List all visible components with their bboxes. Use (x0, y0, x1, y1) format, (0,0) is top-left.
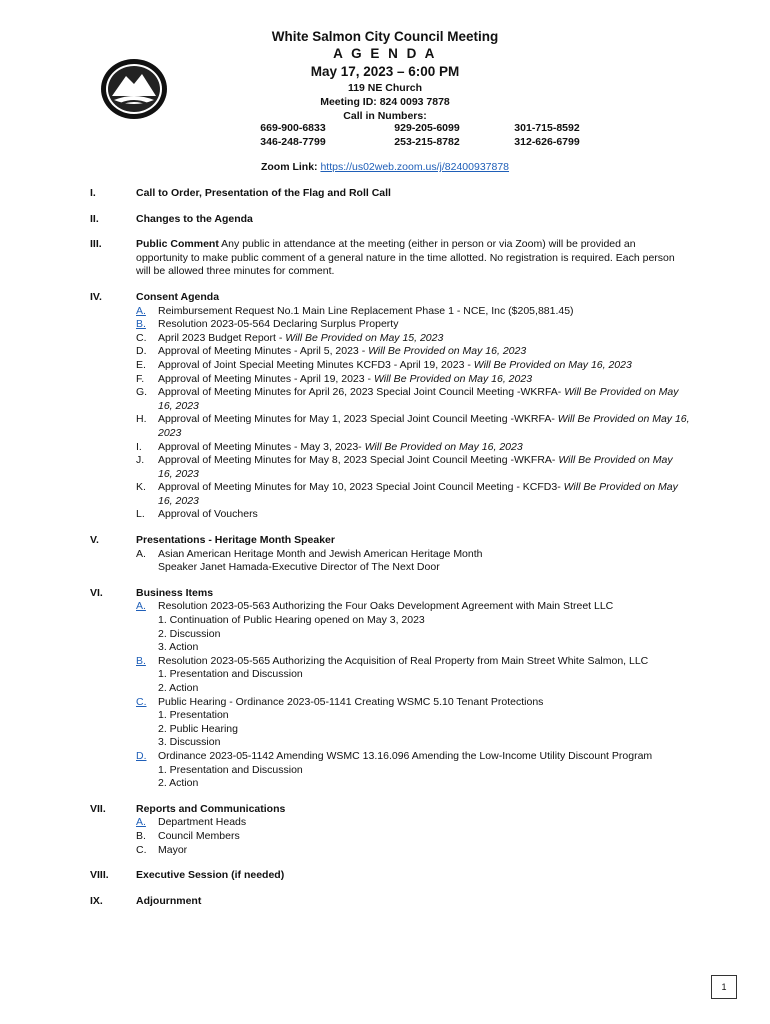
item-text: Approval of Meeting Minutes - April 5, 2023 - (158, 345, 369, 358)
section-number: VIII. (90, 869, 109, 882)
meeting-date: May 17, 2023 – 6:00 PM (310, 64, 460, 79)
agenda-item (136, 441, 690, 455)
phone-number: 669-900-6833 (260, 122, 326, 134)
section-heading (136, 213, 690, 227)
call-in-numbers (0, 122, 770, 150)
sub-item: 1. Presentation and Discussion (158, 668, 303, 681)
phone-number: 346-248-7799 (260, 136, 326, 148)
agenda-item (136, 373, 690, 387)
section-title: Adjournment (136, 894, 202, 907)
item-note: Will Be Provided on May 16, 2023 (368, 345, 527, 358)
phone-number: 312-626-6799 (514, 136, 580, 148)
item-note: Will Be Provided on May 15, 2023 (285, 331, 444, 344)
item-letter: D. (136, 345, 147, 358)
item-text: Approval of Meeting Minutes for May 10, 2023 Special Joint Council Meeting - KCFD3- (158, 481, 564, 494)
agenda-item (136, 816, 690, 830)
item-text: Approval of Meeting Minutes - May 3, 2023- (158, 440, 365, 453)
section-body (136, 213, 690, 227)
item-note: Will Be Provided on May 16, 2023 (158, 481, 678, 507)
phone-number: 253-215-8782 (394, 136, 460, 148)
section-number: III. (90, 238, 102, 251)
agenda-item (136, 600, 690, 654)
item-letter: C. (136, 843, 147, 856)
phone-row (0, 122, 770, 136)
agenda-item (136, 750, 690, 791)
item-link-letter[interactable]: C. (136, 695, 147, 708)
item-text: Approval of Joint Special Meeting Minutes KCFD3 - April 19, 2023 - (158, 358, 474, 371)
item-text: Resolution 2023-05-564 Declaring Surplus Property (158, 318, 399, 331)
item-note: Will Be Provided on May 16, 2023 (364, 440, 523, 453)
section-title: Public Comment (136, 238, 219, 251)
item-letter: I. (136, 440, 142, 453)
section-body (136, 534, 690, 575)
item-letter: G. (136, 386, 148, 399)
agenda-item (136, 413, 690, 440)
item-text: Public Hearing - Ordinance 2023-05-1141 Creating WSMC 5.10 Tenant Protections (158, 695, 544, 708)
agenda-item (136, 508, 690, 522)
item-note: Will Be Provided on May 16, 2023 (158, 454, 673, 480)
zoom-label: Zoom Link: (260, 161, 318, 173)
agenda-item (136, 305, 690, 319)
item-letter: C. (136, 331, 147, 344)
sub-item: 2. Public Hearing (158, 722, 238, 735)
item-list (136, 816, 690, 857)
item-text: Mayor (158, 843, 188, 856)
item-list (136, 548, 690, 575)
section-body (136, 869, 690, 883)
item-text: Approval of Meeting Minutes for April 26, 2023 Special Joint Council Meeting -WKRFA- (158, 386, 565, 399)
section-heading (136, 803, 690, 817)
sub-item: 3. Discussion (158, 736, 221, 749)
section-heading (136, 187, 690, 201)
item-list (136, 305, 690, 523)
agenda-section (90, 291, 690, 522)
agenda-section (90, 895, 690, 909)
agenda-item (136, 345, 690, 359)
item-letter: A. (136, 547, 146, 560)
sub-item: 1. Presentation and Discussion (158, 763, 303, 776)
section-heading (136, 869, 690, 883)
item-text: Approval of Meeting Minutes - April 19, 2023 - (158, 372, 374, 385)
agenda-item (136, 454, 690, 481)
section-body (136, 187, 690, 201)
agenda-item (136, 386, 690, 413)
item-note: Will Be Provided on May 16, 2023 (158, 386, 679, 412)
item-list (136, 600, 690, 790)
agenda-item (136, 359, 690, 373)
item-text: Council Members (158, 829, 240, 842)
section-number: V. (90, 534, 99, 547)
agenda-item (136, 655, 690, 696)
item-text: Resolution 2023-05-563 Authorizing the Four Oaks Development Agreement with Main Street LLC (158, 600, 614, 613)
section-heading (136, 534, 690, 548)
section-title: Executive Session (if needed) (136, 869, 285, 882)
section-body (136, 291, 690, 522)
section-body (136, 587, 690, 791)
call-in-label: Call in Numbers: (343, 110, 427, 122)
agenda-section (90, 187, 690, 201)
section-text: Any public in attendance at the meeting (either in person or via Zoom) will be provided an opportunity to make public comment of a general nature in the time allotted. No registration is required. Each person will be allowed three minutes for comment. (136, 238, 675, 278)
item-letter: K. (136, 481, 146, 494)
sub-item: 1. Presentation (158, 709, 229, 722)
agenda-section (90, 587, 690, 791)
phone-row (0, 136, 770, 150)
agenda-item (136, 548, 690, 575)
item-text: Approval of Meeting Minutes for May 8, 2023 Special Joint Council Meeting -WKFRA- (158, 454, 559, 467)
item-note: Will Be Provided on May 16, 2023 (158, 413, 690, 439)
item-letter: H. (136, 413, 147, 426)
item-letter: L. (136, 508, 145, 521)
section-heading (136, 291, 690, 305)
section-number: II. (90, 212, 99, 225)
item-text: Approval of Vouchers (158, 508, 258, 521)
item-link-letter[interactable]: A. (136, 816, 146, 829)
section-heading (136, 587, 690, 601)
agenda-section (90, 213, 690, 227)
phone-number: 301-715-8592 (514, 122, 580, 134)
agenda-subtitle: A G E N D A (333, 46, 437, 61)
agenda-section (90, 803, 690, 857)
item-note: Will Be Provided on May 16, 2023 (473, 358, 632, 371)
agenda-item (136, 830, 690, 844)
item-link-letter[interactable]: A. (136, 600, 146, 613)
item-text: Department Heads (158, 816, 247, 829)
agenda-item (136, 696, 690, 750)
section-number: IX. (90, 894, 103, 907)
section-title: Reports and Communications (136, 802, 286, 815)
agenda-header (0, 28, 770, 123)
sub-item: 1. Continuation of Public Hearing opened on May 3, 2023 (158, 614, 425, 627)
section-title: Call to Order, Presentation of the Flag and Roll Call (136, 187, 391, 199)
agenda-item (136, 844, 690, 858)
item-letter: E. (136, 358, 146, 371)
meeting-title: White Salmon City Council Meeting (271, 29, 499, 44)
agenda-section (90, 534, 690, 575)
agenda-item (136, 318, 690, 332)
item-letter: F. (136, 372, 145, 385)
section-number: VII. (90, 802, 106, 815)
item-link-letter[interactable]: B. (136, 654, 146, 667)
section-number: I. (90, 187, 96, 199)
section-body (136, 238, 690, 279)
section-title: Business Items (136, 586, 214, 599)
agenda-item (136, 481, 690, 508)
agenda-section (90, 869, 690, 883)
item-letter: J. (136, 454, 145, 467)
item-link-letter[interactable]: B. (136, 318, 146, 331)
section-title: Changes to the Agenda (136, 212, 253, 225)
section-number: IV. (90, 290, 102, 303)
item-link-letter[interactable]: A. (136, 304, 146, 317)
phone-number: 929-205-6099 (394, 122, 460, 134)
sub-item: 3. Action (158, 641, 199, 654)
sub-item: 2. Action (158, 777, 199, 790)
item-text: April 2023 Budget Report - (158, 331, 286, 344)
section-number: VI. (90, 586, 103, 599)
agenda-section (90, 238, 690, 279)
sub-item: 2. Action (158, 682, 199, 694)
item-text: Resolution 2023-05-565 Authorizing the Acquisition of Real Property from Main Street White Salmon, LLC (158, 654, 649, 667)
meeting-id: Meeting ID: 824 0093 7878 (320, 96, 450, 108)
item-text: Ordinance 2023-05-1142 Amending WSMC 13.16.096 Amending the Low-Income Utility Discount Program (158, 749, 653, 762)
item-link-letter[interactable]: D. (136, 749, 147, 762)
section-body (136, 895, 690, 909)
section-title: Presentations - Heritage Month Speaker (136, 534, 335, 547)
item-text: Approval of Meeting Minutes for May 1, 2023 Special Joint Council Meeting -WKRFA- (158, 413, 558, 426)
item-text: Asian American Heritage Month and Jewish American Heritage Month (158, 547, 483, 560)
section-heading (136, 238, 690, 279)
section-heading (136, 895, 690, 909)
item-letter: B. (136, 829, 146, 842)
item-note: Will Be Provided on May 16, 2023 (373, 372, 533, 385)
section-title: Consent Agenda (136, 290, 220, 303)
zoom-link[interactable]: https://us02web.zoom.us/j/82400937878 (320, 161, 510, 173)
agenda-list (90, 187, 690, 920)
item-text: Reimbursement Request No.1 Main Line Replacement Phase 1 - NCE, Inc ($205,881.45) (158, 304, 574, 317)
zoom-line (0, 161, 770, 173)
section-body (136, 803, 690, 857)
sub-item: Speaker Janet Hamada-Executive Director of The Next Door (158, 561, 440, 574)
page-number: 1 (711, 975, 737, 999)
meeting-location: 119 NE Church (347, 82, 423, 94)
agenda-item (136, 332, 690, 346)
sub-item: 2. Discussion (158, 627, 221, 640)
